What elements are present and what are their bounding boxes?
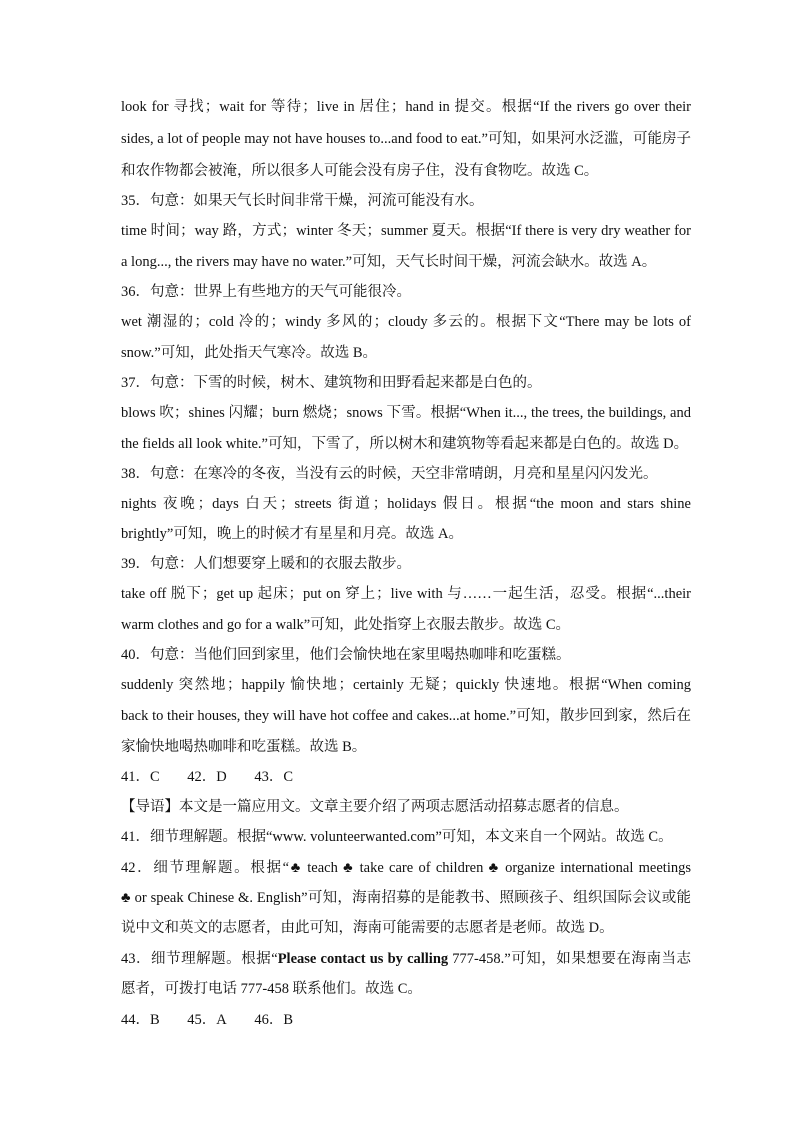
text-line: 42．细节理解题。根据“♣ teach ♣ take care of children ♣ organize international meetings xyxy=(121,860,691,876)
text-line: 愿者，可拨打电话 777-458 联系他们。故选 C。 xyxy=(121,981,422,997)
text-line: 和农作物都会被淹，所以很多人可能会没有房子住，没有食物吃。故选 C。 xyxy=(121,163,599,179)
text-line: 说中文和英文的志愿者，由此可知，海南可能需要的志愿者是老师。故选 D。 xyxy=(121,920,614,936)
answer-45: 45．A xyxy=(187,1012,227,1028)
text-line: 40．句意：当他们回到家里，他们会愉快地在家里喝热咖啡和吃蛋糕。 xyxy=(121,647,571,663)
text-line: suddenly 突然地；happily 愉快地；certainly 无疑；quickly 快速地。根据“When coming xyxy=(121,677,691,693)
line43-bold-phrase: Please contact us by calling xyxy=(277,951,449,967)
text-line: ♣ or speak Chinese &. English”可知，海南招募的是能教书、照顾孩子、组织国际会议或能 xyxy=(121,890,691,906)
text-line: snow.”可知，此处指天气寒冷。故选 B。 xyxy=(121,345,378,361)
text-line: back to their houses, they will have hot coffee and cakes...at home.”可知，散步回到家，然后在 xyxy=(121,708,691,724)
text-line: sides, a lot of people may not have houses to...and food to eat.”可知，如果河水泛滥，可能房子 xyxy=(121,131,691,147)
text-line: 38．句意：在寒冷的冬夜，当没有云的时候，天空非常晴朗，月亮和星星闪闪发光。 xyxy=(121,466,658,482)
text-line: the fields all look white.”可知，下雪了，所以树木和建筑物等看起来都是白色的。故选 D。 xyxy=(121,436,689,452)
text-line: take off 脱下；get up 起床；put on 穿上；live with 与……一起生活，忍受。根据“...their xyxy=(121,586,691,602)
answer-44: 44．B xyxy=(121,1012,160,1028)
text-line: a long..., the rivers may have no water.”可知，天气长时间干燥，河流会缺水。故选 A。 xyxy=(121,254,657,270)
text-line: nights 夜晚；days 白天；streets 街道；holidays 假日。根据“the moon and stars shine xyxy=(121,496,691,512)
text-line: 【导语】本文是一篇应用文。文章主要介绍了两项志愿活动招募志愿者的信息。 xyxy=(121,799,629,815)
text-line-43 xyxy=(121,950,691,968)
text-line: 家愉快地喝热咖啡和吃蛋糕。故选 B。 xyxy=(121,739,367,755)
text-line: wet 潮湿的；cold 冷的；windy 多风的；cloudy 多云的。根据下文“There may be lots of xyxy=(121,314,691,330)
text-line: 39．句意：人们想要穿上暖和的衣服去散步。 xyxy=(121,556,411,572)
text-line: blows 吹；shines 闪耀；burn 燃烧；snows 下雪。根据“When it..., the trees, the buildings, and xyxy=(121,405,691,421)
text-line: 36．句意：世界上有些地方的天气可能很冷。 xyxy=(121,284,411,300)
answer-41: 41．C xyxy=(121,769,160,785)
line43-prefix: 43．细节理解题。根据“ xyxy=(121,951,278,967)
text-line: time 时间；way 路，方式；winter 冬天；summer 夏天。根据“If there is very dry weather for xyxy=(121,223,691,239)
text-line: look for 寻找；wait for 等待；live in 居住；hand in 提交。根据“If the rivers go over their xyxy=(121,99,691,115)
text-line: warm clothes and go for a walk”可知，此处指穿上衣服去散步。故选 C。 xyxy=(121,617,571,633)
text-line: brightly”可知，晚上的时候才有星星和月亮。故选 A。 xyxy=(121,526,463,542)
answer-row-44-46 xyxy=(121,1011,691,1029)
answer-row-41-43 xyxy=(121,768,691,786)
text-line: 41．细节理解题。根据“www. volunteerwanted.com”可知，本文来自一个网站。故选 C。 xyxy=(121,829,673,845)
answer-46: 46．B xyxy=(254,1012,294,1028)
answer-43: 43．C xyxy=(254,769,294,785)
line43-suffix: 777-458.”可知，如果想要在海南当志 xyxy=(448,951,692,967)
text-line: 35．句意：如果天气长时间非常干燥，河流可能没有水。 xyxy=(121,193,484,209)
answer-42: 42．D xyxy=(187,769,227,785)
text-line: 37．句意：下雪的时候，树木、建筑物和田野看起来都是白色的。 xyxy=(121,375,542,391)
